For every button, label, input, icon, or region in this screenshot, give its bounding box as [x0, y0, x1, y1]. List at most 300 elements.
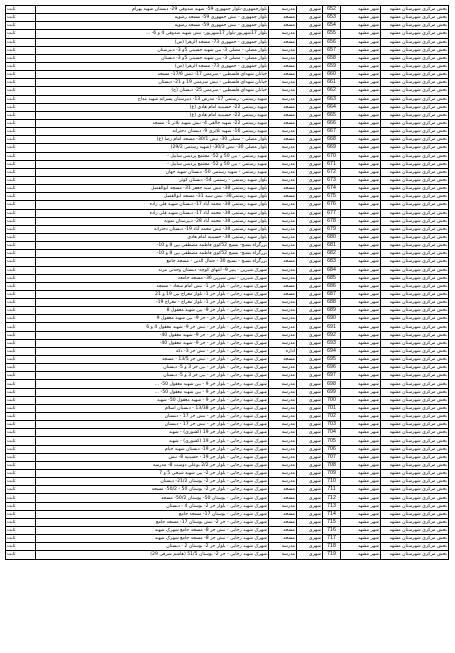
- station-number-cell: 716: [323, 527, 341, 535]
- table-row: [6, 95, 449, 103]
- venue-type-cell: مدرسه: [269, 388, 297, 396]
- venue-type-cell: مدرسه: [269, 323, 297, 331]
- district-cell: بخش مرکزی شهرستان مشهد: [381, 364, 449, 372]
- city-cell: شهر مشهد: [341, 396, 381, 404]
- status-cell: ثابت: [6, 87, 36, 95]
- address-cell: شهرک شهید رجایی - بلوار حر 19 - حسینیه 8- نبش: [36, 453, 269, 461]
- status-cell: ثابت: [6, 307, 36, 315]
- status-cell: ثابت: [6, 258, 36, 266]
- table-row: [6, 380, 449, 388]
- status-cell: ثابت: [6, 323, 36, 331]
- table-row: [6, 339, 449, 347]
- venue-type-cell: مدرسه: [269, 307, 297, 315]
- table-row: [6, 502, 449, 510]
- district-cell: بخش مرکزی شهرستان مشهد: [381, 152, 449, 160]
- district-cell: بخش مرکزی شهرستان مشهد: [381, 103, 449, 111]
- venue-type-cell: مدرسه: [269, 543, 297, 551]
- venue-type-cell: مدرسه: [269, 201, 297, 209]
- district-cell: بخش مرکزی شهرستان مشهد: [381, 323, 449, 331]
- district-cell: بخش مرکزی شهرستان مشهد: [381, 250, 449, 258]
- district-cell: بخش مرکزی شهرستان مشهد: [381, 119, 449, 127]
- station-number-cell: 683: [323, 258, 341, 266]
- city-cell: شهر مشهد: [341, 95, 381, 103]
- address-cell: شهرک شهید رجایی - بلوار حر - حر 9- بین شهید معقول 9: [36, 315, 269, 323]
- venue-type-cell: مدرسه: [269, 437, 297, 445]
- table-row: [6, 518, 449, 526]
- status-cell: ثابت: [6, 144, 36, 152]
- district-cell: بخش مرکزی شهرستان مشهد: [381, 282, 449, 290]
- station-number-cell: 693: [323, 339, 341, 347]
- district-cell: بخش مرکزی شهرستان مشهد: [381, 201, 449, 209]
- area-type-cell: شهری: [297, 551, 323, 559]
- venue-type-cell: اداره: [269, 347, 297, 355]
- address-cell: شهرک شهید رجایی - بلوار حر 1- بلوار معراج - معراج 19-: [36, 299, 269, 307]
- district-cell: بخش مرکزی شهرستان مشهد: [381, 54, 449, 62]
- district-cell: بخش مرکزی شهرستان مشهد: [381, 380, 449, 388]
- district-cell: بخش مرکزی شهرستان مشهد: [381, 299, 449, 307]
- city-cell: شهر مشهد: [341, 160, 381, 168]
- address-cell: بلوار جمهوری - نبش جمهوری 59- مسجد رضویه: [36, 22, 269, 30]
- table-row: [6, 437, 449, 445]
- table-row: [6, 242, 449, 250]
- city-cell: شهر مشهد: [341, 388, 381, 396]
- venue-type-cell: مدرسه: [269, 461, 297, 469]
- city-cell: شهر مشهد: [341, 315, 381, 323]
- city-cell: شهر مشهد: [341, 470, 381, 478]
- area-type-cell: شهری: [297, 543, 323, 551]
- venue-type-cell: مسجد: [269, 62, 297, 70]
- address-cell: شهرک شهید رجایی - بلوار حر - حر 9- شهید معقول 40-: [36, 339, 269, 347]
- address-cell: بلوار مصلی 30- نبش 30/3- (شهید رستمی 29/2): [36, 144, 269, 152]
- district-cell: بخش مرکزی شهرستان مشهد: [381, 461, 449, 469]
- area-type-cell: شهری: [297, 461, 323, 469]
- station-number-cell: 713: [323, 502, 341, 510]
- district-cell: بخش مرکزی شهرستان مشهد: [381, 437, 449, 445]
- status-cell: ثابت: [6, 38, 36, 46]
- station-number-cell: 712: [323, 494, 341, 502]
- venue-type-cell: مسجد: [269, 22, 297, 30]
- address-cell: خیابان شهدای فلسطین - سرمس 25- دبستان (ج): [36, 87, 269, 95]
- district-cell: بخش مرکزی شهرستان مشهد: [381, 356, 449, 364]
- table-row: [6, 201, 449, 209]
- address-cell: شهرک شهید رجایی - بلوار حر - نبش حر 17 - دبستان: [36, 421, 269, 429]
- status-cell: ثابت: [6, 470, 36, 478]
- venue-type-cell: مسجد: [269, 486, 297, 494]
- status-cell: ثابت: [6, 413, 36, 421]
- venue-type-cell: مدرسه: [269, 364, 297, 372]
- district-cell: بخش مرکزی شهرستان مشهد: [381, 144, 449, 152]
- table-row: [6, 347, 449, 355]
- city-cell: شهر مشهد: [341, 453, 381, 461]
- station-number-cell: 666: [323, 119, 341, 127]
- status-cell: ثابت: [6, 119, 36, 127]
- district-cell: بخش مرکزی شهرستان مشهد: [381, 527, 449, 535]
- district-cell: بخش مرکزی شهرستان مشهد: [381, 453, 449, 461]
- station-number-cell: 661: [323, 79, 341, 87]
- address-cell: شهرک شهید رجایی - بوستان 50- بوستان 50/2- مسجد: [36, 494, 269, 502]
- station-number-cell: 715: [323, 518, 341, 526]
- table-row: [6, 217, 449, 225]
- district-cell: بخش مرکزی شهرستان مشهد: [381, 22, 449, 30]
- district-cell: بخش مرکزی شهرستان مشهد: [381, 71, 449, 79]
- status-cell: ثابت: [6, 282, 36, 290]
- status-cell: ثابت: [6, 388, 36, 396]
- venue-type-cell: مدرسه: [269, 470, 297, 478]
- address-cell: شهرک شهید رجایی - بلوار حر 9- بین شهید معقول 8: [36, 307, 269, 315]
- district-cell: بخش مرکزی شهرستان مشهد: [381, 242, 449, 250]
- area-type-cell: شهری: [297, 307, 323, 315]
- area-type-cell: شهری: [297, 111, 323, 119]
- district-cell: بخش مرکزی شهرستان مشهد: [381, 445, 449, 453]
- venue-type-cell: مدرسه: [269, 152, 297, 160]
- city-cell: شهر مشهد: [341, 535, 381, 543]
- district-cell: بخش مرکزی شهرستان مشهد: [381, 95, 449, 103]
- address-cell: شهید رستمی- رستمی 17- مدرس 13- دبیرستان پسرانه شهید مداح: [36, 95, 269, 103]
- address-cell: بلوار جمهوری - نبش جمهوری 59- مسجد رضویه: [36, 14, 269, 22]
- area-type-cell: شهری: [297, 6, 323, 14]
- city-cell: شهر مشهد: [341, 168, 381, 176]
- district-cell: بخش مرکزی شهرستان مشهد: [381, 38, 449, 46]
- table-row: [6, 22, 449, 30]
- district-cell: بخش مرکزی شهرستان مشهد: [381, 233, 449, 241]
- district-cell: بخش مرکزی شهرستان مشهد: [381, 30, 449, 38]
- station-number-cell: 652: [323, 6, 341, 14]
- address-cell: بلوار شهید رستمی 38- نبش محمد آباد 19- دبستان دخترانه: [36, 225, 269, 233]
- city-cell: شهر مشهد: [341, 193, 381, 201]
- city-cell: شهر مشهد: [341, 307, 381, 315]
- station-number-cell: 681: [323, 242, 341, 250]
- city-cell: شهر مشهد: [341, 233, 381, 241]
- address-cell: بلوارجمهوری-بلوار جمهوری 59- شهید صدوقی 29- دبستان شهید بهرام: [36, 6, 269, 14]
- address-cell: شهرک شهید رجایی - حر 2- نبش بوستان 17- مسجد جامع: [36, 518, 269, 526]
- address-cell: بلوار 17شهریور-بلوار 17شهریور- نبش شهید صدوقی 4 و 6- ...: [36, 30, 269, 38]
- address-cell: بلوار شهید رستمی38- نبش سید 31- مسجد ابوالفضل: [36, 193, 269, 201]
- area-type-cell: شهری: [297, 323, 323, 331]
- station-number-cell: 682: [323, 250, 341, 258]
- venue-type-cell: مدرسه: [269, 30, 297, 38]
- city-cell: شهر مشهد: [341, 119, 381, 127]
- address-cell: شهرک شهید رجایی - بلوار حر 1- نبش امام سجاد - مسجد: [36, 282, 269, 290]
- area-type-cell: شهری: [297, 233, 323, 241]
- district-cell: بخش مرکزی شهرستان مشهد: [381, 258, 449, 266]
- district-cell: بخش مرکزی شهرستان مشهد: [381, 502, 449, 510]
- station-number-cell: 674: [323, 185, 341, 193]
- area-type-cell: شهری: [297, 388, 323, 396]
- station-number-cell: 711: [323, 486, 341, 494]
- venue-type-cell: مسجد: [269, 136, 297, 144]
- status-cell: ثابت: [6, 136, 36, 144]
- city-cell: شهر مشهد: [341, 152, 381, 160]
- venue-type-cell: مسجد: [269, 518, 297, 526]
- city-cell: شهر مشهد: [341, 266, 381, 274]
- city-cell: شهر مشهد: [341, 242, 381, 250]
- area-type-cell: شهری: [297, 258, 323, 266]
- district-cell: بخش مرکزی شهرستان مشهد: [381, 486, 449, 494]
- table-row: [6, 543, 449, 551]
- venue-type-cell: مدرسه: [269, 380, 297, 388]
- station-number-cell: 672: [323, 168, 341, 176]
- area-type-cell: شهری: [297, 128, 323, 136]
- venue-type-cell: مسجد: [269, 510, 297, 518]
- city-cell: شهر مشهد: [341, 429, 381, 437]
- table-row: [6, 136, 449, 144]
- table-row: [6, 364, 449, 372]
- address-cell: شهرک شهید رجایی - بلوار حر - حر 9- شهید معقول 40-: [36, 331, 269, 339]
- venue-type-cell: مسجد: [269, 185, 297, 193]
- city-cell: شهر مشهد: [341, 258, 381, 266]
- venue-type-cell: مسجد: [269, 14, 297, 22]
- city-cell: شهر مشهد: [341, 103, 381, 111]
- venue-type-cell: مدرسه: [269, 315, 297, 323]
- venue-type-cell: مدرسه: [269, 95, 297, 103]
- table-row: [6, 128, 449, 136]
- city-cell: شهر مشهد: [341, 551, 381, 559]
- city-cell: شهر مشهد: [341, 478, 381, 486]
- table-row: [6, 176, 449, 184]
- venue-type-cell: مسجد: [269, 535, 297, 543]
- address-cell: شهرک شهید رجایی - بلوار حر 2- بوستان 2 - دبستان: [36, 543, 269, 551]
- table-row: [6, 6, 449, 14]
- city-cell: شهر مشهد: [341, 22, 381, 30]
- venue-type-cell: مسجد: [269, 494, 297, 502]
- table-row: [6, 144, 449, 152]
- station-number-cell: 655: [323, 30, 341, 38]
- table-row: [6, 396, 449, 404]
- address-cell: بزرگراه بسیج- بسیج 52کوی فاطمه مصطفی بین 8 و 10-: [36, 250, 269, 258]
- status-cell: ثابت: [6, 95, 36, 103]
- venue-type-cell: مسجد: [269, 527, 297, 535]
- venue-type-cell: مسجد: [269, 103, 297, 111]
- status-cell: ثابت: [6, 437, 36, 445]
- status-cell: ثابت: [6, 299, 36, 307]
- city-cell: شهر مشهد: [341, 421, 381, 429]
- table-row: [6, 87, 449, 95]
- area-type-cell: شهری: [297, 119, 323, 127]
- area-type-cell: شهری: [297, 535, 323, 543]
- address-cell: شهرک شهید رجایی - بلوار حر 2- بین شهید شیخی 5 و 7: [36, 470, 269, 478]
- area-type-cell: شهری: [297, 79, 323, 87]
- station-number-cell: 680: [323, 233, 341, 241]
- station-number-cell: 703: [323, 421, 341, 429]
- status-cell: ثابت: [6, 461, 36, 469]
- station-number-cell: 673: [323, 176, 341, 184]
- city-cell: شهر مشهد: [341, 87, 381, 95]
- venue-type-cell: مدرسه: [269, 217, 297, 225]
- table-row: [6, 119, 449, 127]
- status-cell: ثابت: [6, 62, 36, 70]
- city-cell: شهر مشهد: [341, 62, 381, 70]
- area-type-cell: شهری: [297, 87, 323, 95]
- polling-stations-table: [5, 5, 449, 560]
- venue-type-cell: مسجد: [269, 111, 297, 119]
- station-number-cell: 671: [323, 160, 341, 168]
- district-cell: بخش مرکزی شهرستان مشهد: [381, 510, 449, 518]
- address-cell: شهرک شهید رجایی - بلوار حر - بین حر 3 و 5- دبستان: [36, 364, 269, 372]
- status-cell: ثابت: [6, 372, 36, 380]
- city-cell: شهر مشهد: [341, 217, 381, 225]
- address-cell: بلوار شهید رستمی 38- محمد آباد 17- دبستان شهید قلی زاده: [36, 209, 269, 217]
- area-type-cell: شهری: [297, 494, 323, 502]
- status-cell: ثابت: [6, 551, 36, 559]
- address-cell: شهید رستمی 16- شهید تلاتری 9- دبستان دخترانه: [36, 128, 269, 136]
- station-number-cell: 688: [323, 299, 341, 307]
- station-number-cell: 658: [323, 54, 341, 62]
- venue-type-cell: مدرسه: [269, 54, 297, 62]
- venue-type-cell: مسجد: [269, 258, 297, 266]
- station-number-cell: 664: [323, 103, 341, 111]
- area-type-cell: شهری: [297, 356, 323, 364]
- station-number-cell: 696: [323, 364, 341, 372]
- district-cell: بخش مرکزی شهرستان مشهد: [381, 6, 449, 14]
- table-row: [6, 315, 449, 323]
- district-cell: بخش مرکزی شهرستان مشهد: [381, 388, 449, 396]
- address-cell: خیابان شهدای فلسطین - سرمس 17- نبش 17/6- مسجد: [36, 71, 269, 79]
- address-cell: بلوار شهید رستمی 38- محمد آباد 28- دبیرستان نمونه: [36, 217, 269, 225]
- status-cell: ثابت: [6, 46, 36, 54]
- status-cell: ثابت: [6, 478, 36, 486]
- station-number-cell: 691: [323, 323, 341, 331]
- city-cell: شهر مشهد: [341, 437, 381, 445]
- district-cell: بخش مرکزی شهرستان مشهد: [381, 79, 449, 87]
- status-cell: ثابت: [6, 429, 36, 437]
- address-cell: خیابان شهدای فلسطین - نبش سرمس 19 و 21- دبستان: [36, 79, 269, 87]
- status-cell: ثابت: [6, 168, 36, 176]
- table-row: [6, 461, 449, 469]
- station-number-cell: 668: [323, 136, 341, 144]
- area-type-cell: شهری: [297, 470, 323, 478]
- status-cell: ثابت: [6, 380, 36, 388]
- status-cell: ثابت: [6, 111, 36, 119]
- area-type-cell: شهری: [297, 152, 323, 160]
- city-cell: شهر مشهد: [341, 486, 381, 494]
- district-cell: بخش مرکزی شهرستان مشهد: [381, 347, 449, 355]
- area-type-cell: شهری: [297, 95, 323, 103]
- area-type-cell: شهری: [297, 136, 323, 144]
- venue-type-cell: مدرسه: [269, 404, 297, 412]
- venue-type-cell: مدرسه: [269, 453, 297, 461]
- district-cell: بخش مرکزی شهرستان مشهد: [381, 209, 449, 217]
- table-row: [6, 388, 449, 396]
- venue-type-cell: مدرسه: [269, 372, 297, 380]
- district-cell: بخش مرکزی شهرستان مشهد: [381, 290, 449, 298]
- table-row: [6, 168, 449, 176]
- station-number-cell: 695: [323, 356, 341, 364]
- city-cell: شهر مشهد: [341, 185, 381, 193]
- venue-type-cell: مدرسه: [269, 168, 297, 176]
- table-row: [6, 193, 449, 201]
- table-row: [6, 494, 449, 502]
- area-type-cell: شهری: [297, 209, 323, 217]
- area-type-cell: شهری: [297, 437, 323, 445]
- district-cell: بخش مرکزی شهرستان مشهد: [381, 518, 449, 526]
- station-number-cell: 710: [323, 478, 341, 486]
- table-row: [6, 307, 449, 315]
- address-cell: شهرک شهید رجایی - بلوار حر - بین حر 3 و 5- دبستان: [36, 372, 269, 380]
- address-cell: شهرک شهید رجایی - بلوار حر 9 - بین شهید معقول 50- ...: [36, 380, 269, 388]
- table-row: [6, 30, 449, 38]
- station-number-cell: 665: [323, 111, 341, 119]
- status-cell: ثابت: [6, 535, 36, 543]
- area-type-cell: شهری: [297, 168, 323, 176]
- area-type-cell: شهری: [297, 193, 323, 201]
- city-cell: شهر مشهد: [341, 46, 381, 54]
- venue-type-cell: مدرسه: [269, 250, 297, 258]
- venue-type-cell: مدرسه: [269, 551, 297, 559]
- city-cell: شهر مشهد: [341, 176, 381, 184]
- district-cell: بخش مرکزی شهرستان مشهد: [381, 274, 449, 282]
- city-cell: شهر مشهد: [341, 543, 381, 551]
- status-cell: ثابت: [6, 185, 36, 193]
- venue-type-cell: مدرسه: [269, 176, 297, 184]
- status-cell: ثابت: [6, 315, 36, 323]
- address-cell: شهرک شهید رجایی - بلوار حر - نبش حر 13/5 - مسجد: [36, 356, 269, 364]
- city-cell: شهر مشهد: [341, 250, 381, 258]
- address-cell: شهرک شهید رجایی - بلوار حر - نبش حر 9- شهید معقول 4 و 6: [36, 323, 269, 331]
- area-type-cell: شهری: [297, 445, 323, 453]
- address-cell: شهرک شهید رجایی - بلوار حر 9 - بین شهید معقول 50- ...: [36, 388, 269, 396]
- status-cell: ثابت: [6, 518, 36, 526]
- table-row: [6, 258, 449, 266]
- status-cell: ثابت: [6, 250, 36, 258]
- status-cell: ثابت: [6, 225, 36, 233]
- venue-type-cell: مدرسه: [269, 209, 297, 217]
- district-cell: بخش مرکزی شهرستان مشهد: [381, 62, 449, 70]
- table-row: [6, 225, 449, 233]
- status-cell: ثابت: [6, 22, 36, 30]
- table-row: [6, 160, 449, 168]
- station-number-cell: 698: [323, 380, 341, 388]
- station-number-cell: 702: [323, 413, 341, 421]
- address-cell: بلوار شهید رستمی 38- حسینیه امام هادی: [36, 233, 269, 241]
- table-row: [6, 46, 449, 54]
- area-type-cell: شهری: [297, 71, 323, 79]
- city-cell: شهر مشهد: [341, 54, 381, 62]
- area-type-cell: شهری: [297, 527, 323, 535]
- table-row: [6, 535, 449, 543]
- area-type-cell: شهری: [297, 510, 323, 518]
- city-cell: شهر مشهد: [341, 209, 381, 217]
- area-type-cell: شهری: [297, 225, 323, 233]
- status-cell: ثابت: [6, 103, 36, 111]
- address-cell: شهرک شهید رجایی - حر 2- بوستان 51/5 (هاشم شرقی 29): [36, 551, 269, 559]
- table-row: [6, 282, 449, 290]
- table-row: [6, 331, 449, 339]
- table-row: [6, 79, 449, 87]
- district-cell: بخش مرکزی شهرستان مشهد: [381, 217, 449, 225]
- district-cell: بخش مرکزی شهرستان مشهد: [381, 160, 449, 168]
- venue-type-cell: مسجد: [269, 38, 297, 46]
- station-number-cell: 670: [323, 152, 341, 160]
- address-cell: شهرک شهید رجایی - بلوار حر 19 (کشوری) - شهید: [36, 429, 269, 437]
- district-cell: بخش مرکزی شهرستان مشهد: [381, 307, 449, 315]
- station-number-cell: 662: [323, 87, 341, 95]
- address-cell: شهرک شیرین - پنیر 9- انتهای کوچه- دبستان وحدتی مرند: [36, 266, 269, 274]
- district-cell: بخش مرکزی شهرستان مشهد: [381, 168, 449, 176]
- city-cell: شهر مشهد: [341, 14, 381, 22]
- district-cell: بخش مرکزی شهرستان مشهد: [381, 413, 449, 421]
- station-number-cell: 717: [323, 535, 341, 543]
- address-cell: بلوار شهید رستمی 38- محمد آباد 17- دبستان شهید قلی زاده: [36, 201, 269, 209]
- district-cell: بخش مرکزی شهرستان مشهد: [381, 404, 449, 412]
- city-cell: شهر مشهد: [341, 225, 381, 233]
- table-row: [6, 14, 449, 22]
- address-cell: شهید رستمی - بین 50 و 52- مجتمع پردیس ساییل -: [36, 160, 269, 168]
- status-cell: ثابت: [6, 71, 36, 79]
- table-row: [6, 445, 449, 453]
- city-cell: شهر مشهد: [341, 30, 381, 38]
- district-cell: بخش مرکزی شهرستان مشهد: [381, 339, 449, 347]
- address-cell: شهرک شهید رجایی - بلوار حر 2- بوستان 50 - 50/2- مسجد: [36, 486, 269, 494]
